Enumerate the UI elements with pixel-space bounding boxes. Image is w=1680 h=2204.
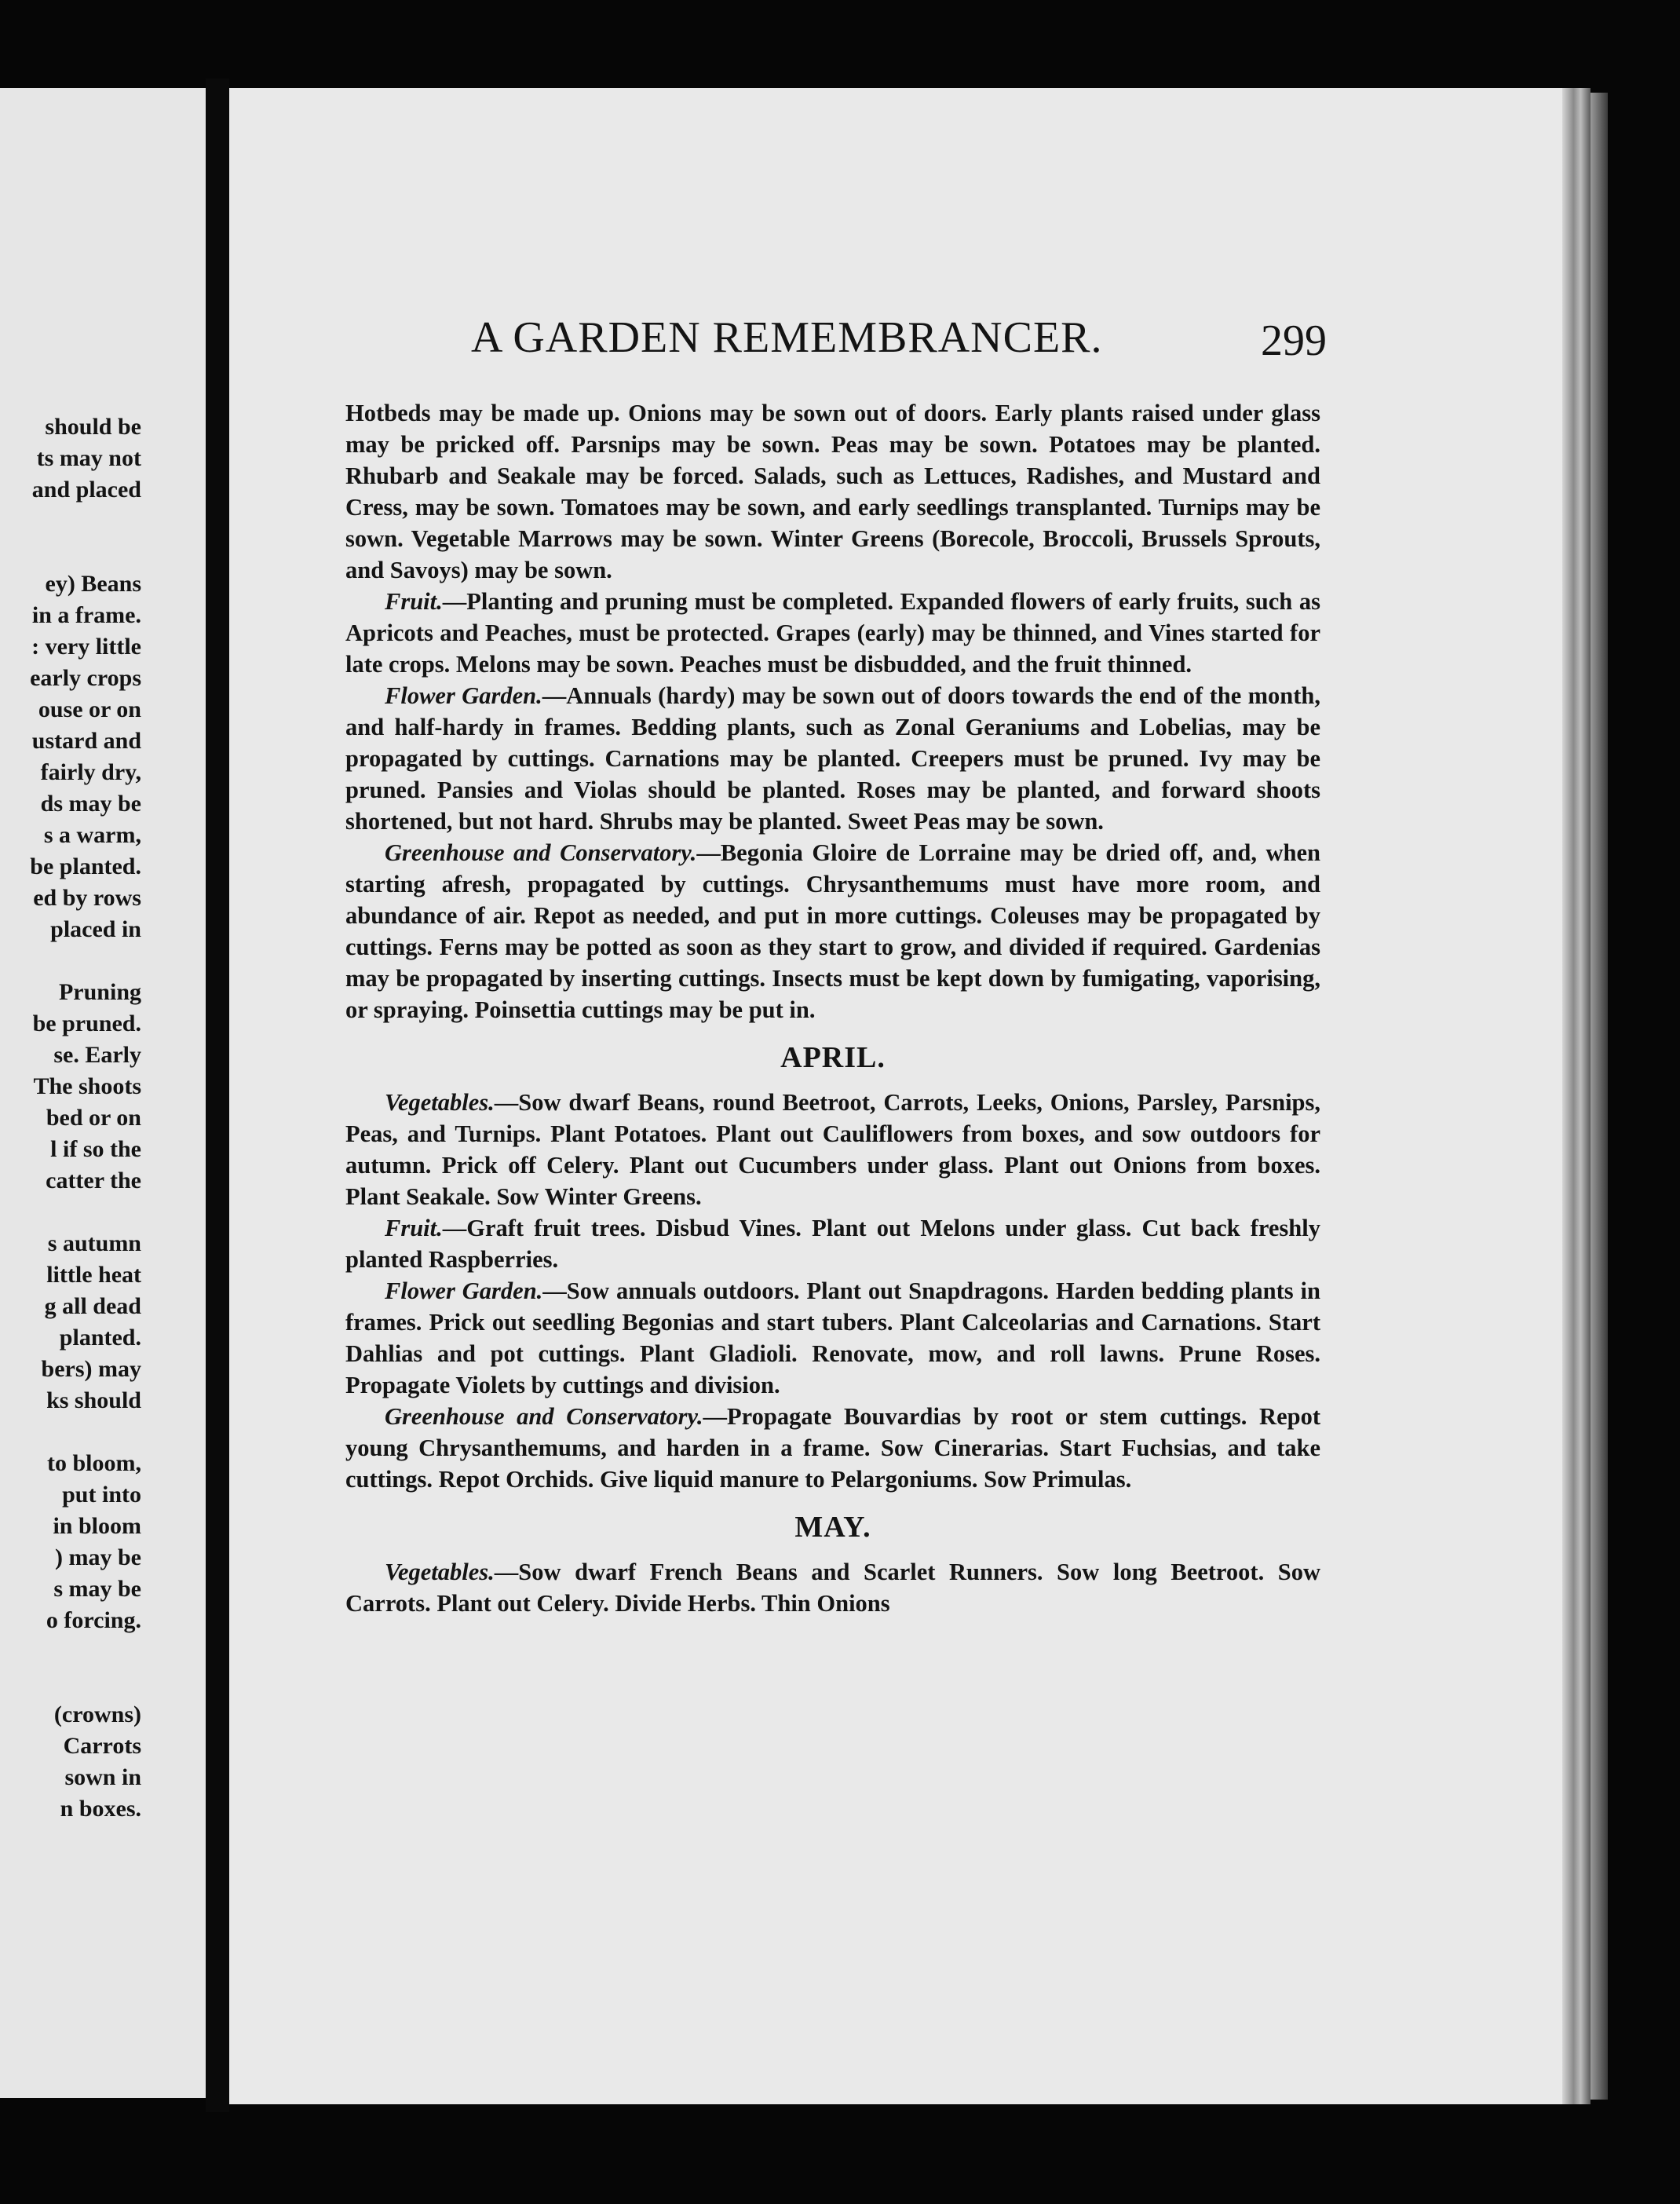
left-page-line: in a frame. (31, 602, 141, 628)
left-page-fragment (0, 88, 206, 2098)
book-gutter (206, 79, 229, 2112)
left-page-line: bers) may (41, 1356, 141, 1382)
left-page-line: should be (45, 414, 141, 440)
paragraph-text: —Planting and pruning must be completed. Expanded flowers of early fruits, such as Apricots and Peaches, must be protected. Grapes (early) may be thinned, and Vines started for late crops. Melons may be sown. Peaches must be disbudded, and the fruit thinned. (345, 588, 1320, 678)
left-page-line: g all dead (44, 1293, 141, 1319)
paragraph-march-greenhouse (345, 837, 1320, 1025)
paragraph-text: —Propagate Bouvardias by root or stem cuttings. Repot young Chrysanthemums, and harden in a frame. Sow Cinerarias. Start Fuchsias, and take cuttings. Repot Orchids. Give liquid manure to Pelargoniums. Sow Primulas. (345, 1403, 1320, 1493)
page-body (345, 397, 1320, 1619)
page-header (471, 310, 1327, 365)
paragraph-may-vegetables (345, 1556, 1320, 1619)
section-label: Greenhouse and Conservatory. (385, 1403, 703, 1430)
left-page-line: : very little (31, 634, 141, 660)
paragraph-text: —Begonia Gloire de Lorraine may be dried off, and, when starting afresh, propagated by cuttings. Chrysanthemums must have more room, and abundance of air. Repot as needed, and put in more cuttings. Coleuses may be propagated by cuttings. Ferns may be potted as soon as they start to grow, and divided if required. Gardenias may be propagated by inserting cuttings. Insects must be kept down by fumigating, vaporising, or spraying. Poinsettia cuttings may be put in. (345, 839, 1320, 1023)
left-page-line: n boxes. (60, 1796, 141, 1822)
section-label: Fruit. (385, 588, 443, 615)
paragraph-text: —Annuals (hardy) may be sown out of doors towards the end of the month, and half-hardy in frames. Bedding plants, such as Zonal Geraniums and Lobelias, may be propagated by cuttings. Carnations may be planted. Creepers must be pruned. Ivy may be pruned. Pansies and Violas should be planted. Roses may be planted, and forward shoots shortened, but not hard. Shrubs may be planted. Sweet Peas may be sown. (345, 682, 1321, 835)
left-page-line: s autumn (47, 1230, 141, 1256)
left-page-line: little heat (46, 1262, 141, 1288)
left-page-line: bed or on (46, 1105, 141, 1131)
left-page-line: in bloom (53, 1513, 141, 1539)
section-label: Fruit. (385, 1215, 443, 1241)
page-edge (1562, 88, 1591, 2104)
left-page-line: l if so the (50, 1136, 141, 1162)
left-page-line: placed in (50, 916, 141, 942)
left-page-line: sown in (64, 1764, 141, 1790)
left-page-line: ouse or on (38, 696, 141, 722)
paragraph-april-greenhouse (345, 1401, 1320, 1495)
left-page-line: ts may not (36, 445, 141, 471)
page-edge-shadow (1591, 93, 1608, 2100)
left-page-line: (crowns) (53, 1701, 141, 1727)
paragraph-text: —Graft fruit trees. Disbud Vines. Plant out Melons under glass. Cut back freshly planted Raspberries. (345, 1215, 1320, 1273)
section-label: Vegetables. (385, 1559, 495, 1585)
section-label: Flower Garden. (385, 682, 542, 709)
paragraph-march-vegetables-end: Hotbeds may be made up. Onions may be sown out of doors. Early plants raised under glass may be pricked off. Parsnips may be sown. Peas may be sown. Potatoes may be planted. Rhubarb and Seakale may be forced. Salads, such as Lettuces, Radishes, and Mustard and Cress, may be sown. Tomatoes may be sown, and early seedlings transplanted. Turnips may be sown. Vegetable Marrows may be sown. Winter Greens (Borecole, Broccoli, Brussels Sprouts, and Savoys) may be sown. (345, 400, 1320, 583)
left-page-line: ) may be (55, 1544, 141, 1570)
paragraph-text: —Sow annuals outdoors. Plant out Snapdragons. Harden bedding plants in frames. Prick out seedling Begonias and start tubers. Plant Calceolarias and Carnations. Start Dahlias and pot cuttings. Plant Gladioli. Renovate, mow, and roll lawns. Prune Roses. Propagate Violets by cuttings and division. (345, 1277, 1320, 1398)
left-page-line: o forcing. (46, 1607, 141, 1633)
left-page-line: Carrots (63, 1733, 141, 1759)
left-page-line: ustard and (31, 728, 141, 754)
running-title: A GARDEN REMEMBRANCER. (471, 313, 1103, 362)
page-number: 299 (1261, 316, 1327, 365)
left-page-line: and placed (31, 477, 141, 503)
heading-may: MAY. (794, 1511, 871, 1544)
left-page-line: s a warm, (43, 822, 141, 848)
left-page-line: early crops (30, 665, 141, 691)
paragraph-april-flower-garden (345, 1275, 1320, 1401)
left-page-line: put into (62, 1482, 141, 1508)
paragraph-april-fruit (345, 1212, 1320, 1275)
left-page-line: be planted. (30, 853, 141, 879)
left-page-line: planted. (59, 1325, 141, 1351)
left-page-line: ds may be (40, 791, 141, 817)
left-page-line: catter the (46, 1168, 141, 1193)
left-page-line: se. Early (53, 1042, 141, 1068)
left-page-line: fairly dry, (40, 759, 141, 785)
left-page-line: to bloom, (47, 1450, 141, 1476)
section-label: Greenhouse and Conservatory. (385, 839, 697, 866)
left-page-line: ed by rows (33, 885, 141, 911)
left-page-line: Pruning (58, 979, 141, 1005)
section-label: Flower Garden. (385, 1277, 543, 1304)
left-page-line: ks should (46, 1387, 141, 1413)
paragraph-april-vegetables (345, 1087, 1320, 1212)
left-page-line: s may be (53, 1576, 141, 1602)
left-page-line: be pruned. (32, 1011, 141, 1036)
left-page-line: ey) Beans (45, 571, 141, 597)
left-page-line: The shoots (33, 1073, 141, 1099)
heading-april: APRIL. (780, 1041, 886, 1074)
paragraph-text: —Sow dwarf Beans, round Beetroot, Carrots, Leeks, Onions, Parsley, Parsnips, Peas, and Turnips. Plant Potatoes. Plant out Cauliflowers from boxes, and sow outdoors for autumn. Prick off Celery. Plant out Cucumbers under glass. Plant out Onions from boxes. Plant Seakale. Sow Winter Greens. (345, 1089, 1320, 1210)
paragraph-text: —Sow dwarf French Beans and Scarlet Runners. Sow long Beetroot. Sow Carrots. Plant out Celery. Divide Herbs. Thin Onions (345, 1559, 1320, 1617)
paragraph-march-fruit (345, 586, 1320, 680)
section-label: Vegetables. (385, 1089, 495, 1116)
paragraph-march-flower-garden (345, 680, 1320, 837)
